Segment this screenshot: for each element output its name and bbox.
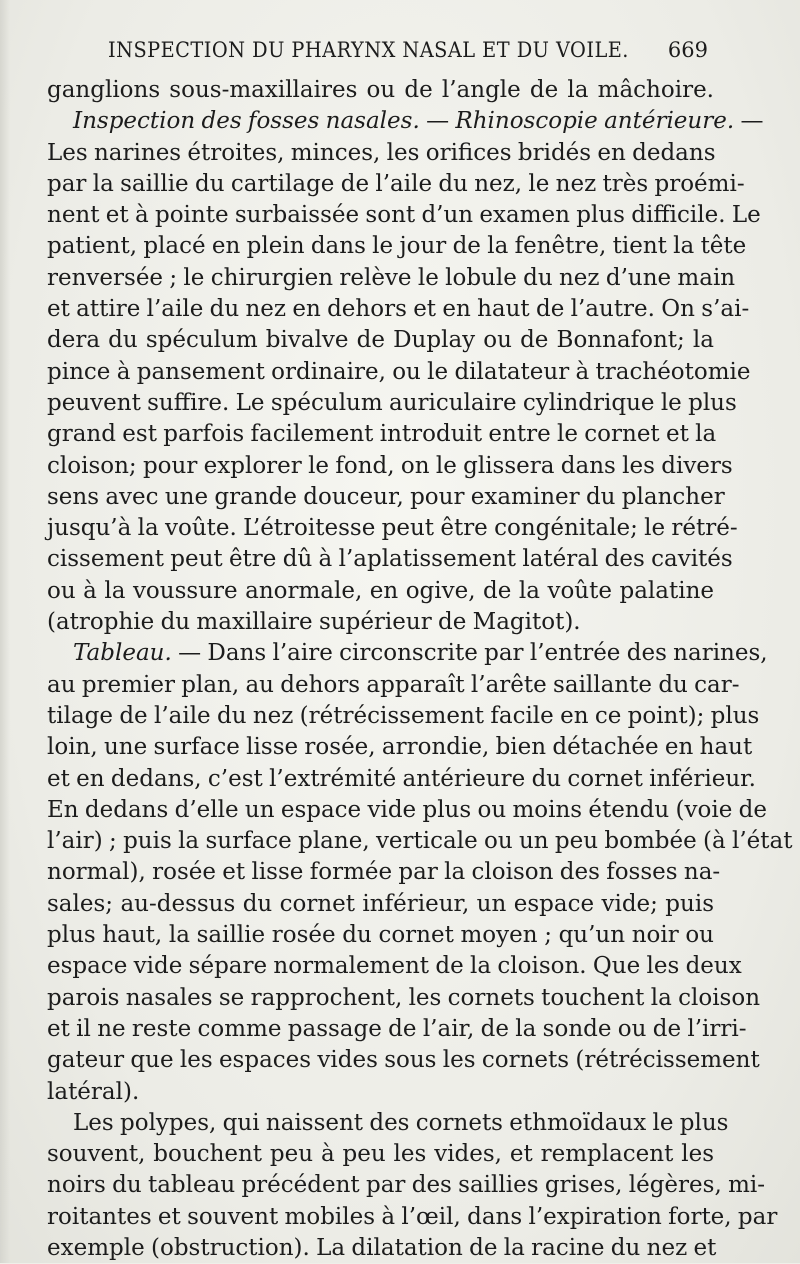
text-line: l’air) ; puis la surface plane, verticale ou un peu bombée (à l’état <box>47 828 793 855</box>
text-line: cloison; pour explorer le fond, on le glissera dans les divers <box>47 452 733 479</box>
section-heading-line <box>47 106 764 137</box>
text-line: grand est parfois facilement introduit entre le cornet et la <box>47 421 717 448</box>
text-line: roitantes et souvent mobiles à l’œil, dans l’expiration forte, par <box>47 1203 778 1230</box>
text-line: parois nasales se rapprochent, les cornets touchent la cloison <box>47 984 761 1011</box>
text-line: souvent, bouchent peu à peu les vides, et remplacent les <box>47 1141 714 1168</box>
text-line: Les polypes, qui naissent des cornets ethmoïdaux le plus <box>73 1109 729 1136</box>
running-head <box>58 38 708 72</box>
text-line: et il ne reste comme passage de l’air, de la sonde ou de l’irri- <box>47 1015 747 1042</box>
text-line: patient, placé en plein dans le jour de la fenêtre, tient la tête <box>47 233 747 260</box>
paragraph-heading-line <box>47 638 768 669</box>
text-line: exemple (obstruction). La dilatation de la racine du nez et <box>47 1234 717 1261</box>
text-line: dera du spéculum bivalve de Duplay ou de Bonnafont; la <box>47 327 714 354</box>
text-line: sales; au-dessus du cornet inférieur, un espace vide; puis <box>47 890 714 917</box>
text-line: et en dedans, c’est l’extrémité antérieure du cornet inférieur. <box>47 765 756 792</box>
body-text <box>47 75 793 1264</box>
paragraph-heading-rest: — Dans l’aire circonscrite par l’entrée des narines, <box>171 640 768 667</box>
text-line: plus haut, la saillie rosée du cornet moyen ; qu’un noir ou <box>47 922 714 949</box>
page-number: 669 <box>667 38 708 62</box>
text-line: loin, une surface lisse rosée, arrondie, bien détachée en haut <box>47 734 753 761</box>
text-line: normal), rosée et lisse formée par la cloison des fosses na- <box>47 859 721 886</box>
text-line: Les narines étroites, minces, les orifices bridés en dedans <box>47 139 716 166</box>
heading-italic: Inspection des fosses nasales. <box>73 108 420 135</box>
text-line: latéral). <box>47 1078 140 1105</box>
text-line: (atrophie du maxillaire supérieur de Magitot). <box>47 609 581 636</box>
text-line: peuvent suffire. Le spéculum auriculaire cylindrique le plus <box>47 389 737 416</box>
text-line: et attire l’aile du nez en dehors et en haut de l’autre. On s’ai- <box>47 296 750 323</box>
text-line: tilage de l’aile du nez (rétrécissement facile en ce point); plus <box>47 702 760 729</box>
text-line: espace vide sépare normalement de la cloison. Que les deux <box>47 953 742 980</box>
gutter-shadow <box>0 0 10 1263</box>
paragraph-heading-italic: Tableau. <box>73 640 172 667</box>
text-line: renversée ; le chirurgien relève le lobule du nez d’une main <box>47 264 736 291</box>
heading-dash: — <box>734 108 764 135</box>
text-line: cissement peut être dû à l’aplatissement latéral des cavités <box>47 546 733 573</box>
text-line: par la saillie du cartilage de l’aile du nez, le nez très proémi- <box>47 170 745 197</box>
text-line: gateur que les espaces vides sous les cornets (rétrécissement <box>47 1047 760 1074</box>
text-line: En dedans d’elle un espace vide plus ou moins étendu (voie de <box>47 796 767 823</box>
text-line: ganglions sous-maxillaires ou de l’angle de la mâchoire. <box>47 77 714 103</box>
heading-dash: — <box>419 108 456 135</box>
text-line: ou à la voussure anormale, en ogive, de la voûte palatine <box>47 577 714 604</box>
text-line: jusqu’à la voûte. L’étroitesse peut être congénitale; le rétré- <box>47 515 738 542</box>
heading-italic: Rhinoscopie antérieure. <box>455 108 735 135</box>
text-line: au premier plan, au dehors apparaît l’arête saillante du car- <box>47 671 740 698</box>
text-line: pince à pansement ordinaire, ou le dilatateur à trachéotomie <box>47 358 751 385</box>
running-title: INSPECTION DU PHARYNX NASAL ET DU VOILE. <box>108 38 629 62</box>
text-line: noirs du tableau précédent par des saillies grises, légères, mi- <box>47 1172 766 1199</box>
text-line: sens avec une grande douceur, pour examiner du plancher <box>47 483 725 510</box>
text-line: nent et à pointe surbaissée sont d’un examen plus difficile. Le <box>47 202 761 229</box>
